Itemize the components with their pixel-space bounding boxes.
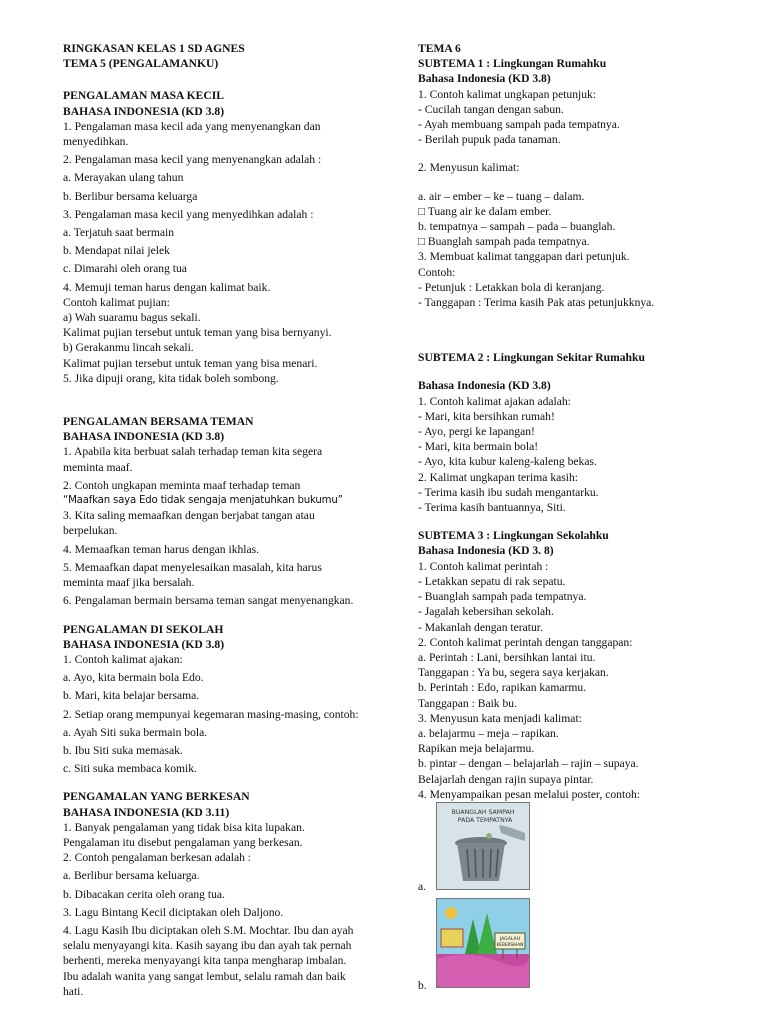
text-line: 1. Banyak pengalaman yang tidak bisa kita lupakan. Pengalaman itu disebut pengalaman yang berkesan. bbox=[63, 820, 305, 849]
section-subheading: BAHASA INDONESIA (KD 3.11) bbox=[63, 805, 230, 819]
text-line: b. Berlibur bersama keluarga bbox=[63, 189, 198, 203]
text-line: - Letakkan sepatu di rak sepatu. bbox=[418, 574, 566, 588]
poster-b-label: b. bbox=[418, 978, 427, 992]
text-line: a. belajarmu – meja – rapikan. bbox=[418, 726, 559, 740]
text-line: 3. Menyusun kata menjadi kalimat: bbox=[418, 711, 582, 725]
text-line: - Makanlah dengan teratur. bbox=[418, 620, 543, 634]
kd-heading: Bahasa Indonesia (KD 3. 8) bbox=[418, 544, 554, 558]
text-line: - Mari, kita bersihkan rumah! bbox=[418, 409, 555, 423]
text-line: b. pintar – dengan – belajarlah – rajin – supaya. bbox=[418, 757, 639, 771]
kd-heading: Bahasa Indonesia (KD 3.8) bbox=[418, 379, 551, 393]
text-line: 4. Memuji teman harus dengan kalimat baik. bbox=[63, 280, 271, 294]
section-heading: PENGAMALAN YANG BERKESAN bbox=[63, 790, 250, 804]
text-line: b. Mari, kita belajar bersama. bbox=[63, 689, 200, 703]
text-line: a) Wah suaramu bagus sekali. bbox=[63, 311, 201, 325]
text-line: Kalimat pujian tersebut untuk teman yang bisa menari. bbox=[63, 356, 318, 370]
text-line: 1. Contoh kalimat ungkapan petunjuk: bbox=[418, 87, 597, 101]
text-line: b. Perintah : Edo, rapikan kamarmu. bbox=[418, 681, 587, 695]
kd-heading: Bahasa Indonesia (KD 3.8) bbox=[418, 72, 551, 86]
left-column bbox=[63, 41, 363, 999]
text-line: 2. Contoh pengalaman berkesan adalah : bbox=[63, 851, 252, 865]
text-line: - Ayah membuang sampah pada tempatnya. bbox=[418, 118, 620, 132]
text-line: b. Ibu Siti suka memasak. bbox=[63, 743, 183, 757]
text-line: - Buanglah sampah pada tempatnya. bbox=[418, 590, 587, 604]
school-garden-illustration bbox=[437, 899, 529, 987]
section-subheading: BAHASA INDONESIA (KD 3.8) bbox=[63, 430, 225, 444]
section-heading: PENGALAMAN DI SEKOLAH bbox=[63, 622, 224, 636]
text-line: Rapikan meja belajarmu. bbox=[418, 742, 535, 756]
text-line: 5. Jika dipuji orang, kita tidak boleh sombong. bbox=[63, 371, 279, 385]
text-line: Tanggapan : Ya bu, segera saya kerjakan. bbox=[418, 666, 609, 680]
text-line: a. Perintah : Lani, bersihkan lantai itu. bbox=[418, 650, 596, 664]
text-line: - Jagalah kebersihan sekolah. bbox=[418, 605, 554, 619]
text-line: 4. Memaafkan teman harus dengan ikhlas. bbox=[63, 542, 260, 556]
text-line: 1. Contoh kalimat perintah : bbox=[418, 559, 549, 573]
poster-b-text-2: KEBERSIHAN bbox=[496, 941, 524, 947]
text-line: - Mari, kita bermain bola! bbox=[418, 440, 539, 454]
text-line: a. Ayah Siti suka bermain bola. bbox=[63, 725, 208, 739]
subtema-heading: SUBTEMA 3 : Lingkungan Sekolahku bbox=[418, 529, 609, 543]
text-line: b. Mendapat nilai jelek bbox=[63, 244, 170, 258]
text-line: 1. Pengalaman masa kecil ada yang menyenangkan dan menyedihkan. bbox=[63, 119, 321, 149]
text-line: □ Buanglah sampah pada tempatnya. bbox=[418, 235, 590, 249]
text-line: - Terima kasih ibu sudah mengantarku. bbox=[418, 485, 599, 499]
text-line: 6. Pengalaman bermain bersama teman sangat menyenangkan. bbox=[63, 594, 354, 608]
text-line: - Ayo, kita kubur kaleng-kaleng bekas. bbox=[418, 455, 597, 469]
text-line: b) Gerakanmu lincah sekali. bbox=[63, 341, 194, 355]
section-heading: PENGALAMAN MASA KECIL bbox=[63, 89, 225, 103]
text-line: Belajarlah dengan rajin supaya pintar. bbox=[418, 772, 594, 786]
text-line: b. Dibacakan cerita oleh orang tua. bbox=[63, 887, 225, 901]
text-line: - Terima kasih bantuannya, Siti. bbox=[418, 501, 566, 515]
text-line: 2. Setiap orang mempunyai kegemaran masing-masing, contoh: bbox=[63, 707, 359, 721]
section-subheading: BAHASA INDONESIA (KD 3.8) bbox=[63, 104, 225, 118]
text-line: Tanggapan : Baik bu. bbox=[418, 696, 517, 710]
text-line: 3. Membuat kalimat tanggapan dari petunjuk. bbox=[418, 250, 630, 264]
text-line: 2. Pengalaman masa kecil yang menyenangkan adalah : bbox=[63, 153, 322, 167]
text-line: a. Ayo, kita bermain bola Edo. bbox=[63, 671, 204, 685]
text-line: a. air – ember – ke – tuang – dalam. bbox=[418, 189, 585, 203]
text-line: 2. Kalimat ungkapan terima kasih: bbox=[418, 470, 579, 484]
doc-title: RINGKASAN KELAS 1 SD AGNES bbox=[63, 42, 245, 55]
text-line: Contoh kalimat pujian: bbox=[63, 295, 170, 309]
tema-5-title: TEMA 5 (PENGALAMANKU) bbox=[63, 57, 219, 71]
text-line: 3. Kita saling memaafkan dengan berjabat tangan atau berpelukan. bbox=[63, 509, 315, 538]
text-line: 4. Menyampaikan pesan melalui poster, contoh: bbox=[418, 787, 641, 801]
text-line: c. Dimarahi oleh orang tua bbox=[63, 262, 187, 276]
poster-a-text-2: PADA TEMPATNYA bbox=[457, 816, 513, 824]
text-line: a. Terjatuh saat bermain bbox=[63, 226, 175, 240]
poster-a-label: a. bbox=[418, 879, 427, 893]
poster-a-text-1: BUANGLAH SAMPAH bbox=[451, 808, 515, 816]
text-line: Contoh: bbox=[418, 265, 456, 279]
text-line: - Cucilah tangan dengan sabun. bbox=[418, 102, 564, 116]
text-line: 2. Contoh ungkapan meminta maaf terhadap teman bbox=[63, 478, 301, 492]
poster-b-text-1: JAGALAH bbox=[499, 936, 521, 942]
poster-a-row bbox=[418, 802, 718, 894]
text-line: a. Merayakan ulang tahun bbox=[63, 171, 184, 185]
handwritten-quote: “Maafkan saya Edo tidak sengaja menjatuhkan bukumu” bbox=[63, 495, 343, 507]
text-line: - Petunjuk : Letakkan bola di keranjang. bbox=[418, 280, 605, 294]
right-column bbox=[418, 41, 718, 993]
text-line: b. tempatnya – sampah – pada – buanglah. bbox=[418, 220, 616, 234]
subtema-heading: SUBTEMA 1 : Lingkungan Rumahku bbox=[418, 57, 607, 71]
text-line: 5. Memaafkan dapat menyelesaikan masalah, kita harus meminta maaf jika bersalah. bbox=[63, 560, 322, 590]
text-line: 4. Lagu Kasih Ibu diciptakan oleh S.M. Mochtar. Ibu dan ayah selalu menyayangi kita. Kasih sayang ibu dan ayah tak pernah berhenti, mereka menyayangi kita tanpa mengharap imbalan. Ibu adalah wanita yang sangat lembut, selalu ramah dan baik hati. bbox=[63, 923, 354, 998]
trash-bin-illustration bbox=[437, 803, 529, 889]
text-line: 3. Pengalaman masa kecil yang menyedihkan adalah : bbox=[63, 207, 314, 221]
text-line: 1. Contoh kalimat ajakan adalah: bbox=[418, 394, 571, 408]
section-subheading: BAHASA INDONESIA (KD 3.8) bbox=[63, 637, 225, 651]
poster-a-image bbox=[436, 802, 530, 890]
poster-b-image bbox=[436, 898, 530, 988]
text-line: 2. Contoh kalimat perintah dengan tanggapan: bbox=[418, 635, 633, 649]
poster-b-row bbox=[418, 898, 718, 993]
text-line: 2. Menyusun kalimat: bbox=[418, 161, 520, 175]
text-line: - Tanggapan : Terima kasih Pak atas petunjukknya. bbox=[418, 296, 655, 310]
text-line: 1. Contoh kalimat ajakan: bbox=[63, 652, 183, 666]
section-heading: PENGALAMAN BERSAMA TEMAN bbox=[63, 415, 254, 429]
text-line: - Berilah pupuk pada tanaman. bbox=[418, 133, 561, 147]
text-line: a. Berlibur bersama keluarga. bbox=[63, 869, 200, 883]
text-line: - Ayo, pergi ke lapangan! bbox=[418, 425, 535, 439]
text-line: Kalimat pujian tersebut untuk teman yang bisa bernyanyi. bbox=[63, 326, 332, 340]
subtema-heading: SUBTEMA 2 : Lingkungan Sekitar Rumahku bbox=[418, 351, 645, 365]
tema-6-title: TEMA 6 bbox=[418, 42, 461, 55]
text-line: c. Siti suka membaca komik. bbox=[63, 762, 197, 776]
text-line: □ Tuang air ke dalam ember. bbox=[418, 204, 552, 218]
text-line: 3. Lagu Bintang Kecil diciptakan oleh Daljono. bbox=[63, 905, 284, 919]
text-line: 1. Apabila kita berbuat salah terhadap teman kita segera meminta maaf. bbox=[63, 445, 323, 474]
